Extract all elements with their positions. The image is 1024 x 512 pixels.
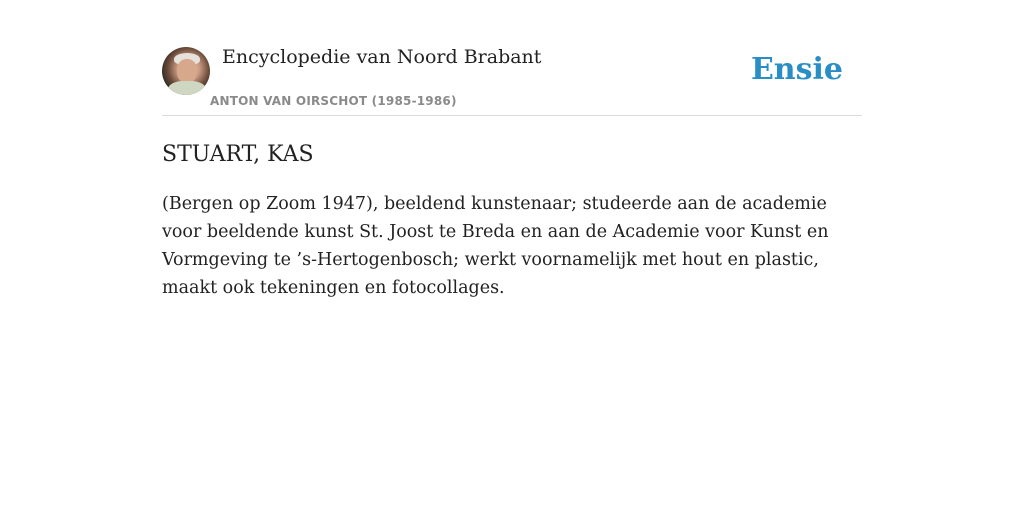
ensie-logo[interactable]: Ensie [750, 52, 843, 87]
entry-title: STUART, KAS [162, 142, 314, 167]
author-avatar [162, 47, 210, 95]
site-title[interactable]: Encyclopedie van Noord Brabant [222, 46, 542, 68]
avatar-shirt [168, 81, 206, 95]
author-name[interactable]: ANTON VAN OIRSCHOT (1985-1986) [210, 94, 457, 108]
avatar-face [177, 59, 197, 83]
header [162, 0, 862, 116]
entry-content [162, 138, 862, 302]
entry-body: (Bergen op Zoom 1947), beeldend kunstenaar; studeerde aan de academie voor beeldende kunst St. Joost te Breda en aan de Academie voor Kunst en Vormgeving te ’s-Hertogenbosch; werkt voornamelijk met hout en plastic, maakt ook tekeningen en fotocollages. [162, 194, 829, 298]
